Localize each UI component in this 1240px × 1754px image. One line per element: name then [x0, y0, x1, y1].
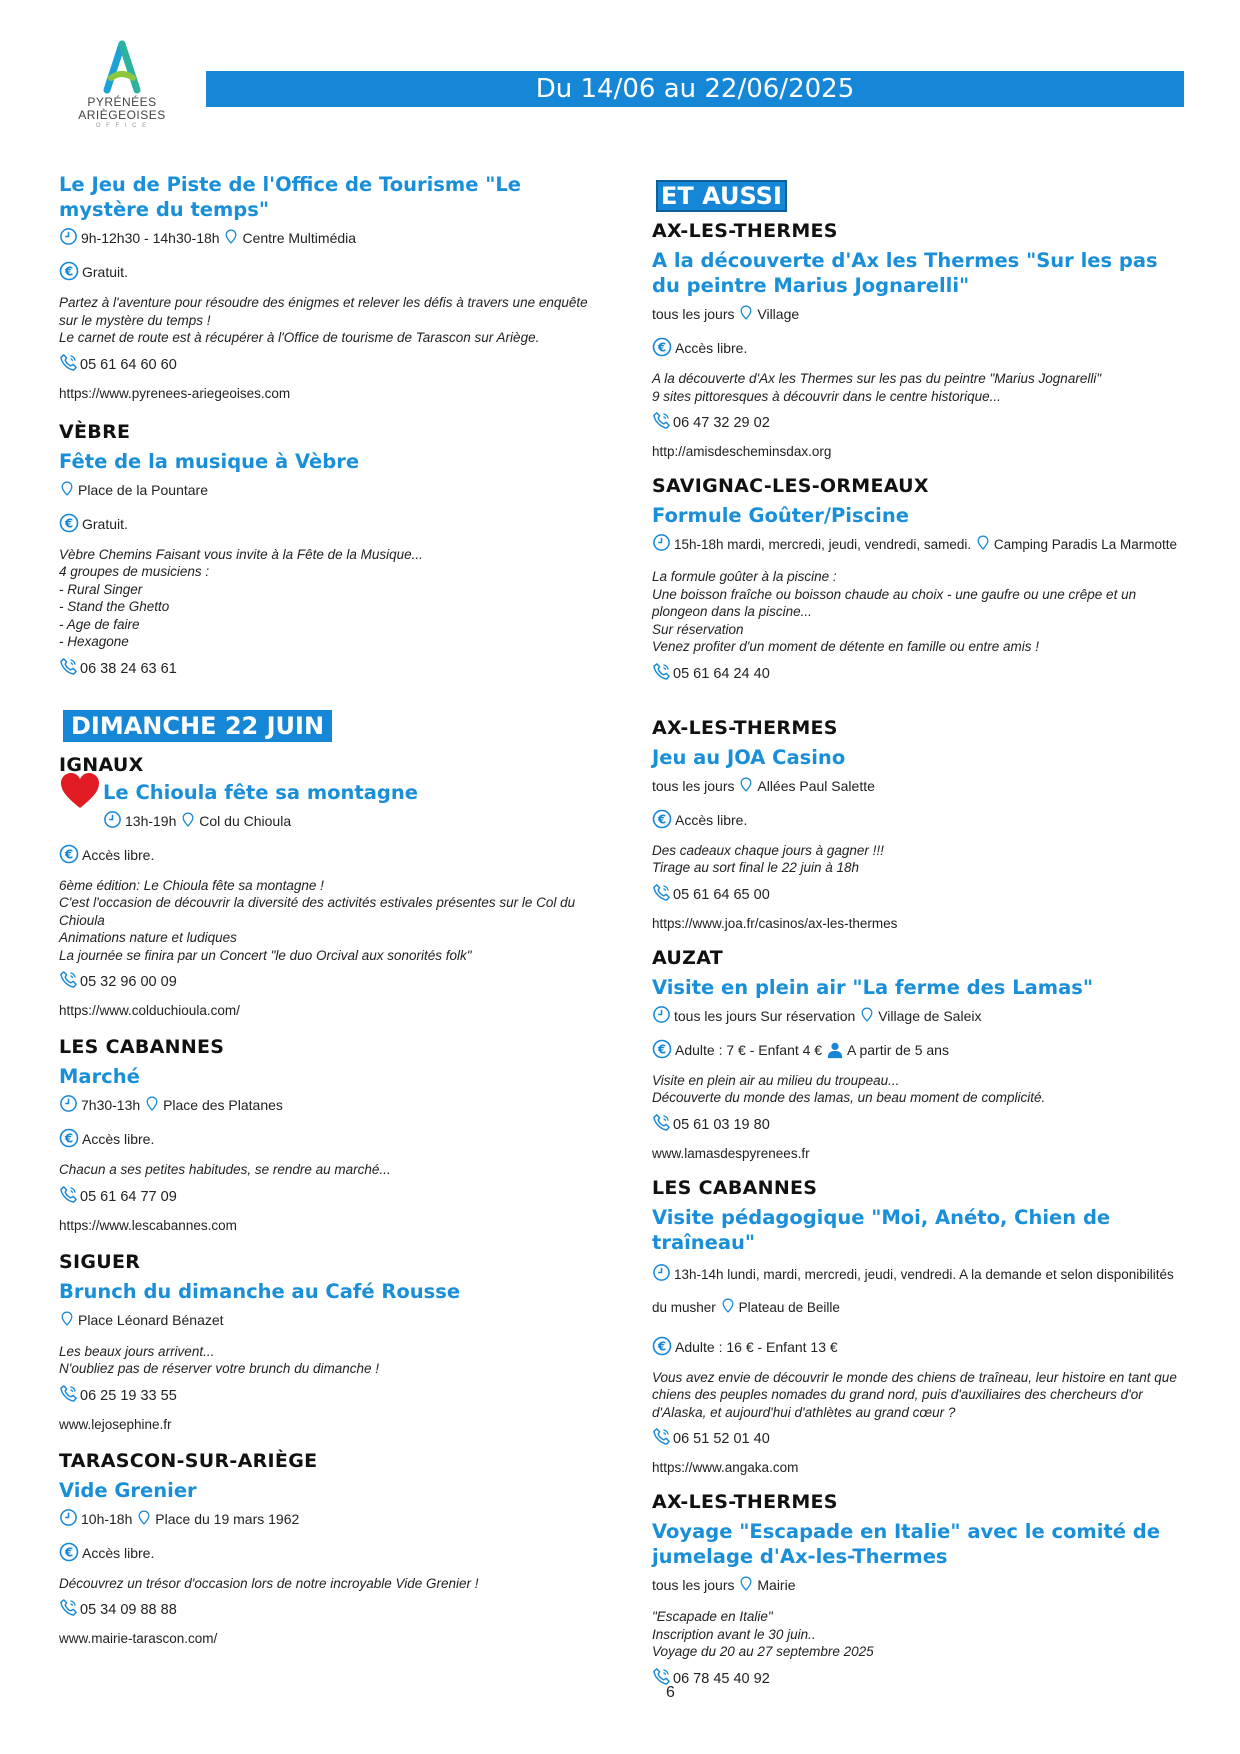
- event-phone: [652, 1113, 1192, 1138]
- price-text: Accès libre.: [675, 340, 748, 356]
- clock-icon: [59, 1094, 78, 1118]
- event-meta: [652, 775, 1192, 799]
- event-price: [652, 1336, 1192, 1361]
- logo-text-3: O F F I C E: [95, 123, 149, 129]
- event-place: Allées Paul Salette: [757, 777, 875, 794]
- phone-number: 05 61 64 77 09: [80, 1188, 177, 1205]
- logo-text-2: ARIÈGEOISES: [78, 108, 166, 122]
- euro-icon: [59, 513, 79, 538]
- desc-line: N'oubliez pas de réserver votre brunch du dimanche !: [59, 1361, 379, 1376]
- phone-number: 05 34 09 88 88: [80, 1602, 177, 1618]
- phone-icon: [59, 657, 78, 682]
- age-text: A partir de 5 ans: [847, 1041, 949, 1058]
- location-pin-icon: [859, 1005, 875, 1029]
- desc-line: Découverte du monde des lamas, un beau moment de complicité.: [652, 1090, 1046, 1105]
- phone-number: 06 25 19 33 55: [80, 1387, 177, 1404]
- euro-icon: [652, 337, 672, 362]
- clock-icon: [652, 1263, 671, 1293]
- event-price: [59, 513, 599, 538]
- event-description: [59, 1343, 599, 1378]
- desc-line: Visite en plein air au milieu du troupeau...: [652, 1072, 900, 1088]
- event-place: Place Léonard Bénazet: [78, 1311, 224, 1328]
- event-place: Place des Platanes: [163, 1097, 283, 1113]
- event-phone: [652, 883, 1192, 908]
- event-escapade-italie: [652, 1491, 1192, 1692]
- desc-line: Chacun a ses petites habitudes, se rendre au marché...: [59, 1162, 391, 1177]
- desc-line: "Escapade en Italie": [652, 1609, 773, 1624]
- event-phone: [652, 1427, 1192, 1452]
- desc-line: Animations nature et ludiques: [59, 930, 237, 945]
- event-url[interactable]: https://www.colduchioula.com/: [59, 1003, 240, 1018]
- event-time: tous les jours Sur réservation: [674, 1007, 856, 1024]
- euro-icon: [59, 261, 79, 286]
- event-description: [59, 877, 599, 965]
- desc-line: La formule goûter à la piscine :: [652, 569, 837, 584]
- event-title: A la découverte d'Ax les Thermes "Sur les pas du peintre Marius Jognarelli": [652, 249, 1158, 297]
- clock-icon: [652, 533, 671, 558]
- phone-icon: [652, 411, 671, 436]
- event-meta: [652, 303, 1192, 327]
- desc-line: - Age de faire: [59, 616, 140, 632]
- event-meta: [652, 533, 1192, 558]
- location-pin-icon: [180, 810, 196, 834]
- event-description: [652, 1369, 1192, 1422]
- event-chioula: [59, 754, 599, 1021]
- event-url[interactable]: http://amisdescheminsdax.org: [652, 444, 832, 459]
- event-time: tous les jours: [652, 1577, 735, 1593]
- clock-icon: [652, 1005, 671, 1029]
- event-title: Voyage "Escapade en Italie" avec le comité de jumelage d'Ax-les-Thermes: [652, 1520, 1160, 1568]
- event-title: Jeu au JOA Casino: [652, 745, 846, 769]
- euro-icon: [59, 1128, 79, 1153]
- price-text: Accès libre.: [82, 1544, 155, 1561]
- phone-icon: [59, 1598, 78, 1623]
- event-description: [652, 842, 1192, 877]
- desc-line: Les beaux jours arrivent...: [59, 1343, 215, 1359]
- desc-line: Tirage au sort final le 22 juin à 18h: [652, 860, 860, 875]
- desc-line: - Stand the Ghetto: [59, 599, 170, 614]
- desc-line: Partez à l'aventure pour résoudre des énigmes et relever les défis à travers une enquête sur le mystère du temps !: [59, 295, 588, 328]
- event-price: [59, 261, 599, 286]
- event-place: Col du Chioula: [199, 812, 292, 829]
- phone-number: 06 47 32 29 02: [673, 415, 770, 431]
- phone-icon: [652, 662, 671, 687]
- event-meta: [59, 479, 599, 503]
- event-price: [59, 1542, 599, 1567]
- price-text: Gratuit.: [82, 264, 128, 280]
- event-phone: [652, 411, 1192, 436]
- location-pin-icon: [59, 1309, 75, 1333]
- brand-logo: [72, 40, 172, 140]
- event-gouter-piscine: [652, 475, 1192, 687]
- event-vide-grenier: [59, 1450, 599, 1649]
- event-city: AX-LES-THERMES: [652, 716, 838, 739]
- event-url[interactable]: https://www.lescabannes.com: [59, 1217, 237, 1233]
- event-url[interactable]: www.mairie-tarascon.com/: [59, 1631, 218, 1646]
- clock-icon: [59, 1508, 78, 1532]
- event-time: 10h-18h: [81, 1510, 133, 1527]
- phone-icon: [59, 970, 78, 995]
- desc-line: Une boisson fraîche ou boisson chaude au choix - une gaufre ou une crêpe et un plongeon dans la piscine...: [652, 586, 1137, 619]
- event-phone: [59, 1598, 599, 1623]
- event-place: Village de Saleix: [878, 1007, 982, 1024]
- phone-icon: [652, 1113, 671, 1138]
- logo-text-1: PYRÉNÉES: [87, 95, 157, 109]
- phone-icon: [59, 1384, 78, 1409]
- event-description: [652, 1608, 1192, 1661]
- desc-line: - Rural Singer: [59, 581, 143, 597]
- event-title: Visite pédagogique "Moi, Anéto, Chien de traîneau": [652, 1205, 1111, 1254]
- event-joa-casino: [652, 717, 1192, 933]
- event-url[interactable]: https://www.pyrenees-ariegeoises.com: [59, 385, 291, 401]
- location-pin-icon: [720, 1296, 736, 1326]
- event-phone: [59, 1185, 599, 1210]
- event-marche-cabannes: [59, 1036, 599, 1235]
- desc-line: A la découverte d'Ax les Thermes sur les pas du peintre "Marius Jognarelli": [652, 371, 1102, 386]
- event-description: [59, 294, 599, 347]
- event-place: Camping Paradis La Marmotte: [993, 537, 1178, 552]
- event-title: Fête de la musique à Vèbre: [59, 449, 360, 473]
- favorite-row: [59, 776, 599, 844]
- event-title: Brunch du dimanche au Café Rousse: [59, 1279, 461, 1303]
- euro-icon: [59, 1542, 79, 1567]
- event-meta: [652, 1005, 1192, 1029]
- location-pin-icon: [738, 303, 754, 327]
- event-phone: [59, 1384, 599, 1409]
- event-meta: [652, 1574, 1192, 1598]
- euro-icon: [652, 809, 672, 834]
- location-pin-icon: [738, 775, 754, 799]
- date-range-banner: Du 14/06 au 22/06/2025: [206, 71, 1184, 107]
- event-city: AX-LES-THERMES: [652, 1491, 838, 1513]
- desc-line: Vous avez envie de découvrir le monde des chiens de traîneau, leur histoire en tant que chiens des peuples nomades du grand nord, puis d'auxiliaires des chercheurs d'or d'Alaska, et aujourd'hui d'athlètes au grand cœur ?: [652, 1369, 1177, 1420]
- clock-icon: [59, 227, 78, 251]
- desc-line: Découvrez un trésor d'occasion lors de notre incroyable Vide Grenier !: [59, 1575, 479, 1591]
- event-title: Le Jeu de Piste de l'Office de Tourisme "Le mystère du temps": [59, 173, 522, 221]
- location-pin-icon: [59, 479, 75, 503]
- desc-line: Inscription avant le 30 juin..: [652, 1626, 816, 1642]
- event-price: [59, 1128, 599, 1153]
- event-city: AX-LES-THERMES: [652, 220, 838, 242]
- day-header: DIMANCHE 22 JUIN: [63, 710, 332, 742]
- event-title: Visite en plein air "La ferme des Lamas": [652, 975, 1094, 999]
- event-meta: [59, 1309, 599, 1333]
- euro-icon: [59, 844, 79, 869]
- price-text: Accès libre.: [675, 811, 748, 828]
- location-pin-icon: [136, 1508, 152, 1532]
- event-url[interactable]: www.lejosephine.fr: [59, 1416, 172, 1432]
- event-meta: [59, 1094, 599, 1118]
- event-jeu-de-piste: [59, 172, 599, 403]
- event-price: [59, 844, 599, 869]
- event-meta: [652, 1260, 1192, 1326]
- event-meta: [103, 810, 599, 834]
- event-time: 13h-14h lundi, mardi, mercredi, jeudi, vendredi. A la demande et selon disponibilités du musher: [652, 1266, 1174, 1315]
- location-pin-icon: [223, 227, 239, 251]
- event-phone: [59, 353, 599, 378]
- desc-line: C'est l'occasion de découvrir la diversité des activités estivales présentes sur le Col du Chioula: [59, 895, 576, 928]
- event-place: Place du 19 mars 1962: [155, 1510, 300, 1527]
- phone-icon: [652, 883, 671, 908]
- event-url[interactable]: https://www.joa.fr/casinos/ax-les-thermes: [652, 915, 898, 931]
- desc-line: 6ème édition: Le Chioula fête sa montagne !: [59, 877, 324, 893]
- desc-line: Le carnet de route est à récupérer à l'Office de tourisme de Tarascon sur Ariège.: [59, 330, 540, 345]
- desc-line: Vèbre Chemins Faisant vous invite à la Fête de la Musique...: [59, 546, 423, 562]
- event-meta: [59, 1508, 599, 1532]
- event-title: Le Chioula fête sa montagne: [103, 780, 418, 804]
- event-time: 15h-18h mardi, mercredi, jeudi, vendredi, samedi.: [674, 537, 972, 552]
- phone-number: 06 51 52 01 40: [673, 1431, 770, 1447]
- desc-line: - Hexagone: [59, 634, 129, 649]
- event-description: [59, 1575, 599, 1593]
- event-city: SAVIGNAC-LES-ORMEAUX: [652, 475, 929, 497]
- event-city: LES CABANNES: [652, 1176, 818, 1199]
- euro-icon: [652, 1039, 672, 1064]
- price-text: Adulte : 16 € - Enfant 13 €: [675, 1338, 838, 1355]
- desc-line: Venez profiter d'un moment de détente en famille ou entre amis !: [652, 639, 1040, 654]
- event-city: TARASCON-SUR-ARIÈGE: [59, 1449, 318, 1472]
- event-phone: [59, 970, 599, 995]
- event-city: SIGUER: [59, 1250, 141, 1273]
- event-chien-traineau: [652, 1177, 1192, 1478]
- price-text: Gratuit.: [82, 515, 128, 532]
- logo-mark-icon: [99, 40, 145, 96]
- event-city: IGNAUX: [59, 753, 144, 776]
- event-meta: [59, 227, 599, 251]
- event-ax-jognarelli: [652, 220, 1192, 461]
- desc-line: La journée se finira par un Concert "le duo Orcival aux sonorités folk": [59, 947, 472, 963]
- event-place: Place de la Pountare: [78, 481, 208, 498]
- phone-number: 05 32 96 00 09: [80, 974, 177, 990]
- phone-number: 06 38 24 63 61: [80, 660, 177, 677]
- phone-number: 05 61 64 65 00: [673, 886, 770, 903]
- event-time: 7h30-13h: [81, 1097, 141, 1113]
- event-time: tous les jours: [652, 777, 735, 794]
- event-title: Vide Grenier: [59, 1478, 197, 1502]
- phone-number: 05 61 03 19 80: [673, 1116, 770, 1133]
- event-description: [652, 370, 1192, 405]
- desc-line: Voyage du 20 au 27 septembre 2025: [652, 1644, 874, 1659]
- desc-line: Sur réservation: [652, 621, 744, 637]
- price-text: Accès libre.: [82, 846, 155, 863]
- event-place: Centre Multimédia: [242, 230, 357, 246]
- event-place: Village: [757, 306, 800, 322]
- clock-icon: [103, 810, 122, 834]
- event-description: [652, 1072, 1192, 1107]
- event-time: 13h-19h: [125, 812, 177, 829]
- event-phone: [652, 662, 1192, 687]
- euro-icon: [652, 1336, 672, 1361]
- phone-icon: [59, 353, 78, 378]
- event-phone: [59, 657, 599, 682]
- event-description: [59, 546, 599, 651]
- event-description: [59, 1161, 599, 1179]
- event-place: Plateau de Beille: [738, 1299, 840, 1315]
- event-phone: [652, 1667, 1192, 1692]
- price-text: Accès libre.: [82, 1131, 155, 1147]
- event-city: LES CABANNES: [59, 1036, 225, 1058]
- event-ferme-lamas: [652, 947, 1192, 1163]
- desc-line: Des cadeaux chaque jours à gagner !!!: [652, 842, 884, 858]
- location-pin-icon: [738, 1574, 754, 1598]
- event-brunch-siguer: [59, 1251, 599, 1434]
- page-number: 6: [666, 1684, 675, 1701]
- location-pin-icon: [144, 1094, 160, 1118]
- event-city: AUZAT: [652, 946, 724, 969]
- event-place: Mairie: [757, 1577, 796, 1593]
- event-time: tous les jours: [652, 306, 735, 322]
- desc-line: 9 sites pittoresques à découvrir dans le centre historique...: [652, 388, 1001, 404]
- event-time: 9h-12h30 - 14h30-18h: [81, 230, 220, 246]
- event-url[interactable]: https://www.angaka.com: [652, 1460, 799, 1475]
- event-price: [652, 1039, 1192, 1064]
- phone-number: 05 61 64 60 60: [80, 356, 177, 373]
- heart-icon: [59, 772, 103, 814]
- event-price: [652, 809, 1192, 834]
- event-title: Marché: [59, 1065, 140, 1088]
- phone-icon: [652, 1427, 671, 1452]
- event-price: [652, 337, 1192, 362]
- event-description: [652, 568, 1192, 656]
- event-fete-musique-vebre: [59, 421, 599, 682]
- location-pin-icon: [975, 533, 991, 558]
- section-header-et-aussi: ET AUSSI: [656, 180, 787, 212]
- price-text: Adulte : 7 € - Enfant 4 €: [675, 1041, 823, 1058]
- event-url[interactable]: www.lamasdespyrenees.fr: [652, 1145, 810, 1161]
- phone-number: 05 61 64 24 40: [673, 665, 770, 682]
- event-title: Formule Goûter/Piscine: [652, 504, 909, 527]
- phone-number: 06 78 45 40 92: [673, 1670, 770, 1687]
- right-column: [652, 176, 1192, 1702]
- phone-icon: [59, 1185, 78, 1210]
- desc-line: 4 groupes de musiciens :: [59, 564, 210, 579]
- event-city: VÈBRE: [59, 420, 131, 443]
- person-icon: [826, 1041, 844, 1064]
- left-column: [59, 172, 599, 1658]
